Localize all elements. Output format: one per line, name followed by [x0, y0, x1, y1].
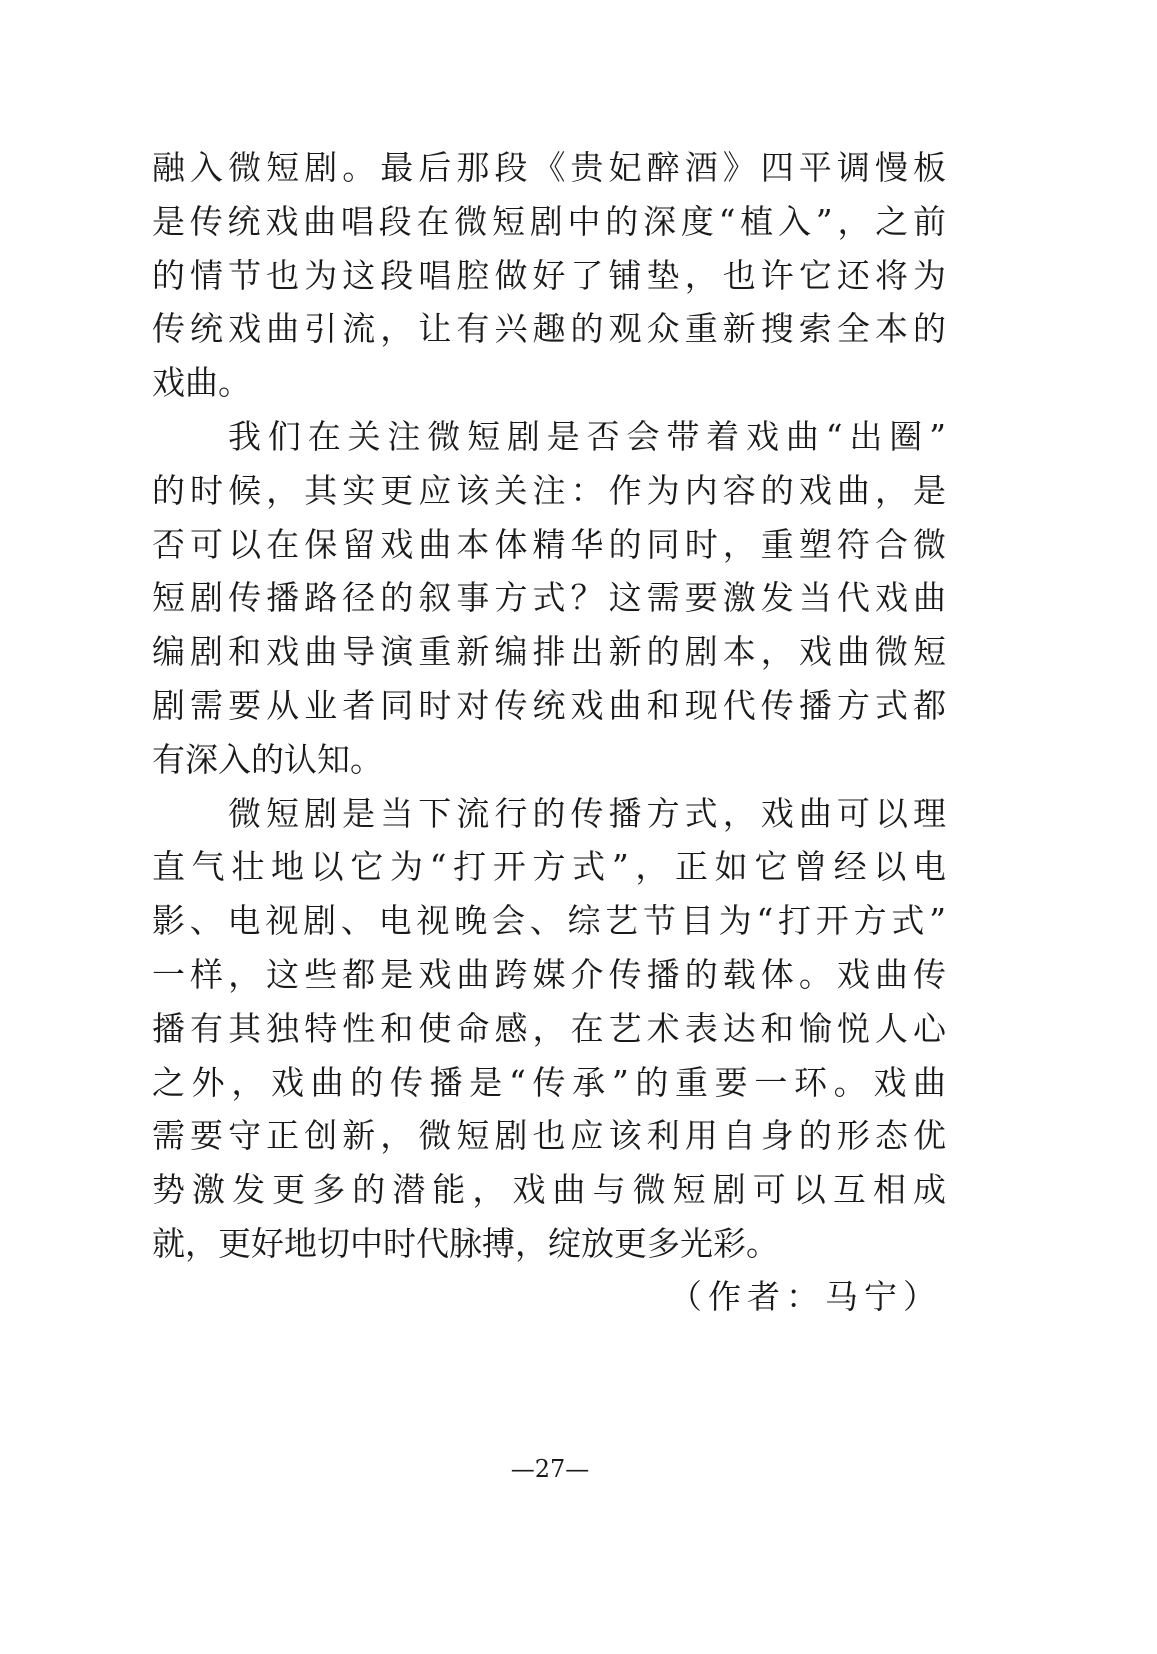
paragraph-line: 势激发更多的潜能，戏曲与微短剧可以互相成	[152, 1170, 946, 1210]
author-credit: （作者：马宁）	[669, 1277, 942, 1316]
paragraph-line: 剧需要从业者同时对传统戏曲和现代传播方式都	[152, 685, 946, 725]
paragraph-line: 微短剧是当下流行的传播方式，戏曲可以理	[228, 793, 946, 833]
paragraph-line: 传统戏曲引流，让有兴趣的观众重新搜索全本的	[152, 309, 946, 349]
article-body	[152, 141, 946, 1271]
paragraph-line: 我们在关注微短剧是否会带着戏曲“出圈”	[228, 416, 946, 456]
paragraph-line: 是传统戏曲唱段在微短剧中的深度“植入”，之前	[152, 201, 946, 241]
paragraph-line: 戏曲。	[152, 363, 251, 403]
paragraph-line: 直气壮地以它为“打开方式”，正如它曾经以电	[152, 847, 946, 887]
page-number: —27—	[510, 1455, 590, 1483]
paragraph-line: 的情节也为这段唱腔做好了铺垫，也许它还将为	[152, 255, 946, 295]
paragraph-line: 就，更好地切中时代脉搏，绽放更多光彩。	[152, 1223, 779, 1263]
paragraph-line: 融入微短剧。最后那段《贵妃醉酒》四平调慢板	[152, 148, 946, 187]
paragraph-line: 需要守正创新，微短剧也应该利用自身的形态优	[152, 1116, 946, 1156]
paragraph-line: 编剧和戏曲导演重新编排出新的剧本，戏曲微短	[152, 632, 946, 672]
paragraph-line: 一样，这些都是戏曲跨媒介传播的载体。戏曲传	[152, 954, 946, 994]
paragraph-line: 有深入的认知。	[152, 739, 383, 779]
paragraph-line: 影、电视剧、电视晚会、综艺节目为“打开方式”	[152, 901, 946, 941]
paragraph-line: 否可以在保留戏曲本体精华的同时，重塑符合微	[152, 524, 946, 564]
paragraph-line: 播有其独特性和使命感，在艺术表达和愉悦人心	[152, 1008, 946, 1048]
paragraph-line: 之外，戏曲的传播是“传承”的重要一环。戏曲	[152, 1062, 946, 1102]
paragraph-line: 短剧传播路径的叙事方式？这需要激发当代戏曲	[152, 578, 946, 618]
paragraph-line: 的时候，其实更应该关注：作为内容的戏曲，是	[152, 470, 946, 510]
